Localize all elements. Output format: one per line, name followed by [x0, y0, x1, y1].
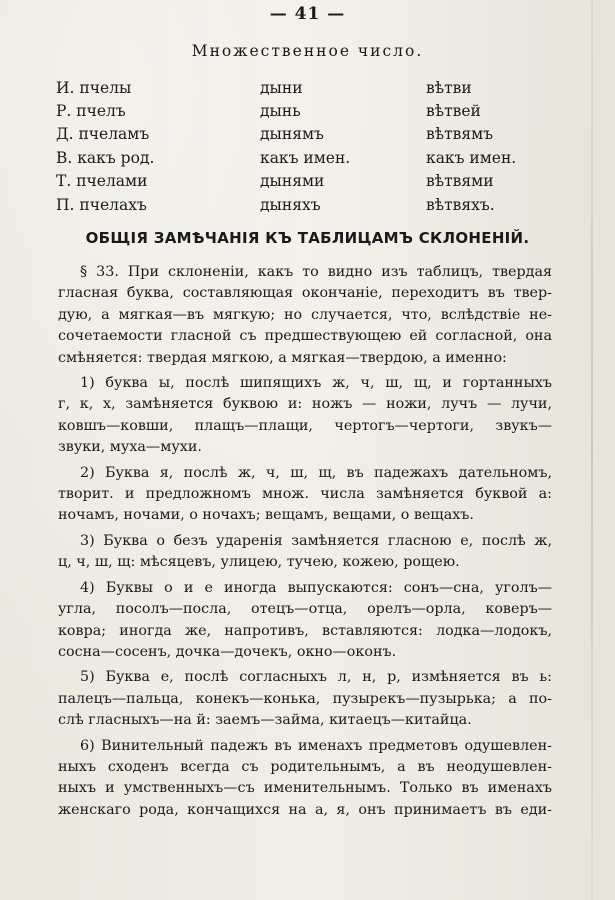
declension-form: дыняхъ [260, 195, 321, 214]
text-line: сосна—сосенъ, дочка—дочекъ, окно—оконъ. [58, 643, 397, 660]
text-line: дую, а мягкая—въ мягкую; но случается, что, вслѣдствіе не- [58, 306, 552, 323]
text-line: ковшъ—ковши, плащъ—плащи, чертогъ—чертоги, звукъ— [58, 417, 552, 434]
declension-case: И. пчелы [56, 78, 132, 97]
declension-form: дынямъ [260, 125, 324, 144]
declension-case: В. какъ род. [56, 148, 155, 167]
declension-row [56, 123, 546, 146]
text-line: 4) Буквы о и е иногда выпускаются: сонъ—сна, уголъ— [80, 579, 552, 596]
text-line: 1) буква ы, послѣ шипящихъ ж, ч, ш, щ, и гортанныхъ [80, 375, 552, 392]
text-line: слѣ гласныхъ—на й: заемъ—займа, китаецъ—китайца. [58, 712, 472, 729]
section-heading: ОБЩІЯ ЗАМѢЧАНІЯ КЪ ТАБЛИЦАМЪ СКЛОНЕНІЙ. [85, 229, 530, 247]
text-line: ц, ч, ш, щ: мѣсяцевъ, улицею, тучею, кожею, рощею. [58, 554, 460, 571]
text-line: ныхъ сходенъ всегда съ родительнымъ, а въ неодушевлен- [58, 758, 552, 775]
text-line: 5) Буква е, послѣ согласныхъ л, н, р, измѣняется въ ь: [80, 669, 552, 686]
declension-form: дынями [260, 172, 325, 191]
declension-case: П. пчелахъ [56, 195, 147, 214]
declension-row [56, 170, 546, 193]
rule-3 [58, 531, 552, 574]
declension-row [56, 99, 546, 122]
page-crease [591, 0, 593, 900]
text-line: ныхъ и умственныхъ—съ именительнымъ. Только въ именахъ [58, 780, 552, 797]
text-line: женскаго рода, кончащихся на а, я, онъ принимаетъ въ еди- [58, 801, 552, 818]
rule-5 [58, 667, 552, 731]
declension-table [56, 76, 546, 216]
rule-1 [58, 373, 552, 459]
declension-form: дыни [260, 78, 303, 97]
declension-case: Д. пчеламъ [56, 125, 150, 144]
rule-2 [58, 463, 552, 527]
declension-form: вѣтвямъ [426, 125, 494, 144]
paragraph-33 [58, 262, 552, 369]
text-line: § 33. При склоненіи, какъ то видно изъ таблицъ, твердая [80, 264, 552, 280]
text-line: ковра; иногда же, напротивъ, вставляются: лодка—лодокъ, [58, 622, 552, 639]
text-line: смѣняется: твердая мягкою, а мягкая—твердою, а именно: [58, 349, 507, 366]
text-line: ночамъ, ночами, о ночахъ; вещамъ, вещами, о вещахъ. [58, 507, 474, 524]
page-number: — 41 — [269, 4, 346, 24]
text-line: 3) Буква о безъ ударенія замѣняется гласною е, послѣ ж, [80, 532, 552, 549]
declension-form: вѣтвей [426, 102, 481, 121]
declension-form: вѣтвями [426, 172, 494, 191]
text-line: г, к, х, замѣняется буквою и: ножъ — ножи, лучъ — лучи, [58, 396, 552, 413]
text-line: угла, посолъ—посла, отецъ—отца, орелъ—орла, коверъ— [58, 601, 552, 618]
declension-row [56, 193, 546, 216]
declension-form: какъ имен. [426, 148, 517, 167]
declension-form: дынь [260, 102, 301, 121]
declension-row [56, 146, 546, 169]
declension-case: Р. пчелъ [56, 102, 126, 121]
section-title: Множественное число. [191, 42, 424, 60]
text-line: палецъ—пальца, конекъ—конька, пузырекъ—пузырька; а по- [58, 690, 552, 707]
declension-case: Т. пчелами [56, 172, 148, 191]
text-line: 2) Буква я, послѣ ж, ч, ш, щ, въ падежахъ дательномъ, [80, 464, 552, 481]
rule-4 [58, 578, 552, 664]
declension-form: вѣтви [426, 78, 472, 97]
declension-form: какъ имен. [260, 148, 351, 167]
text-line: звуки, муха—мухи. [58, 439, 202, 456]
text-line: гласная буква, составляющая окончаніе, переходитъ въ твер- [58, 285, 552, 302]
declension-row [56, 76, 546, 99]
text-line: сочетаемости гласной съ предшествующею ей согласной, она [58, 328, 552, 345]
declension-form: вѣтвяхъ. [426, 195, 495, 214]
text-line: творит. и предложномъ множ. числа замѣняется буквой а: [58, 486, 552, 503]
rule-6 [58, 736, 552, 822]
body-text [58, 262, 552, 825]
text-line: 6) Винительный падежъ въ именахъ предметовъ одушевлен- [80, 737, 552, 754]
